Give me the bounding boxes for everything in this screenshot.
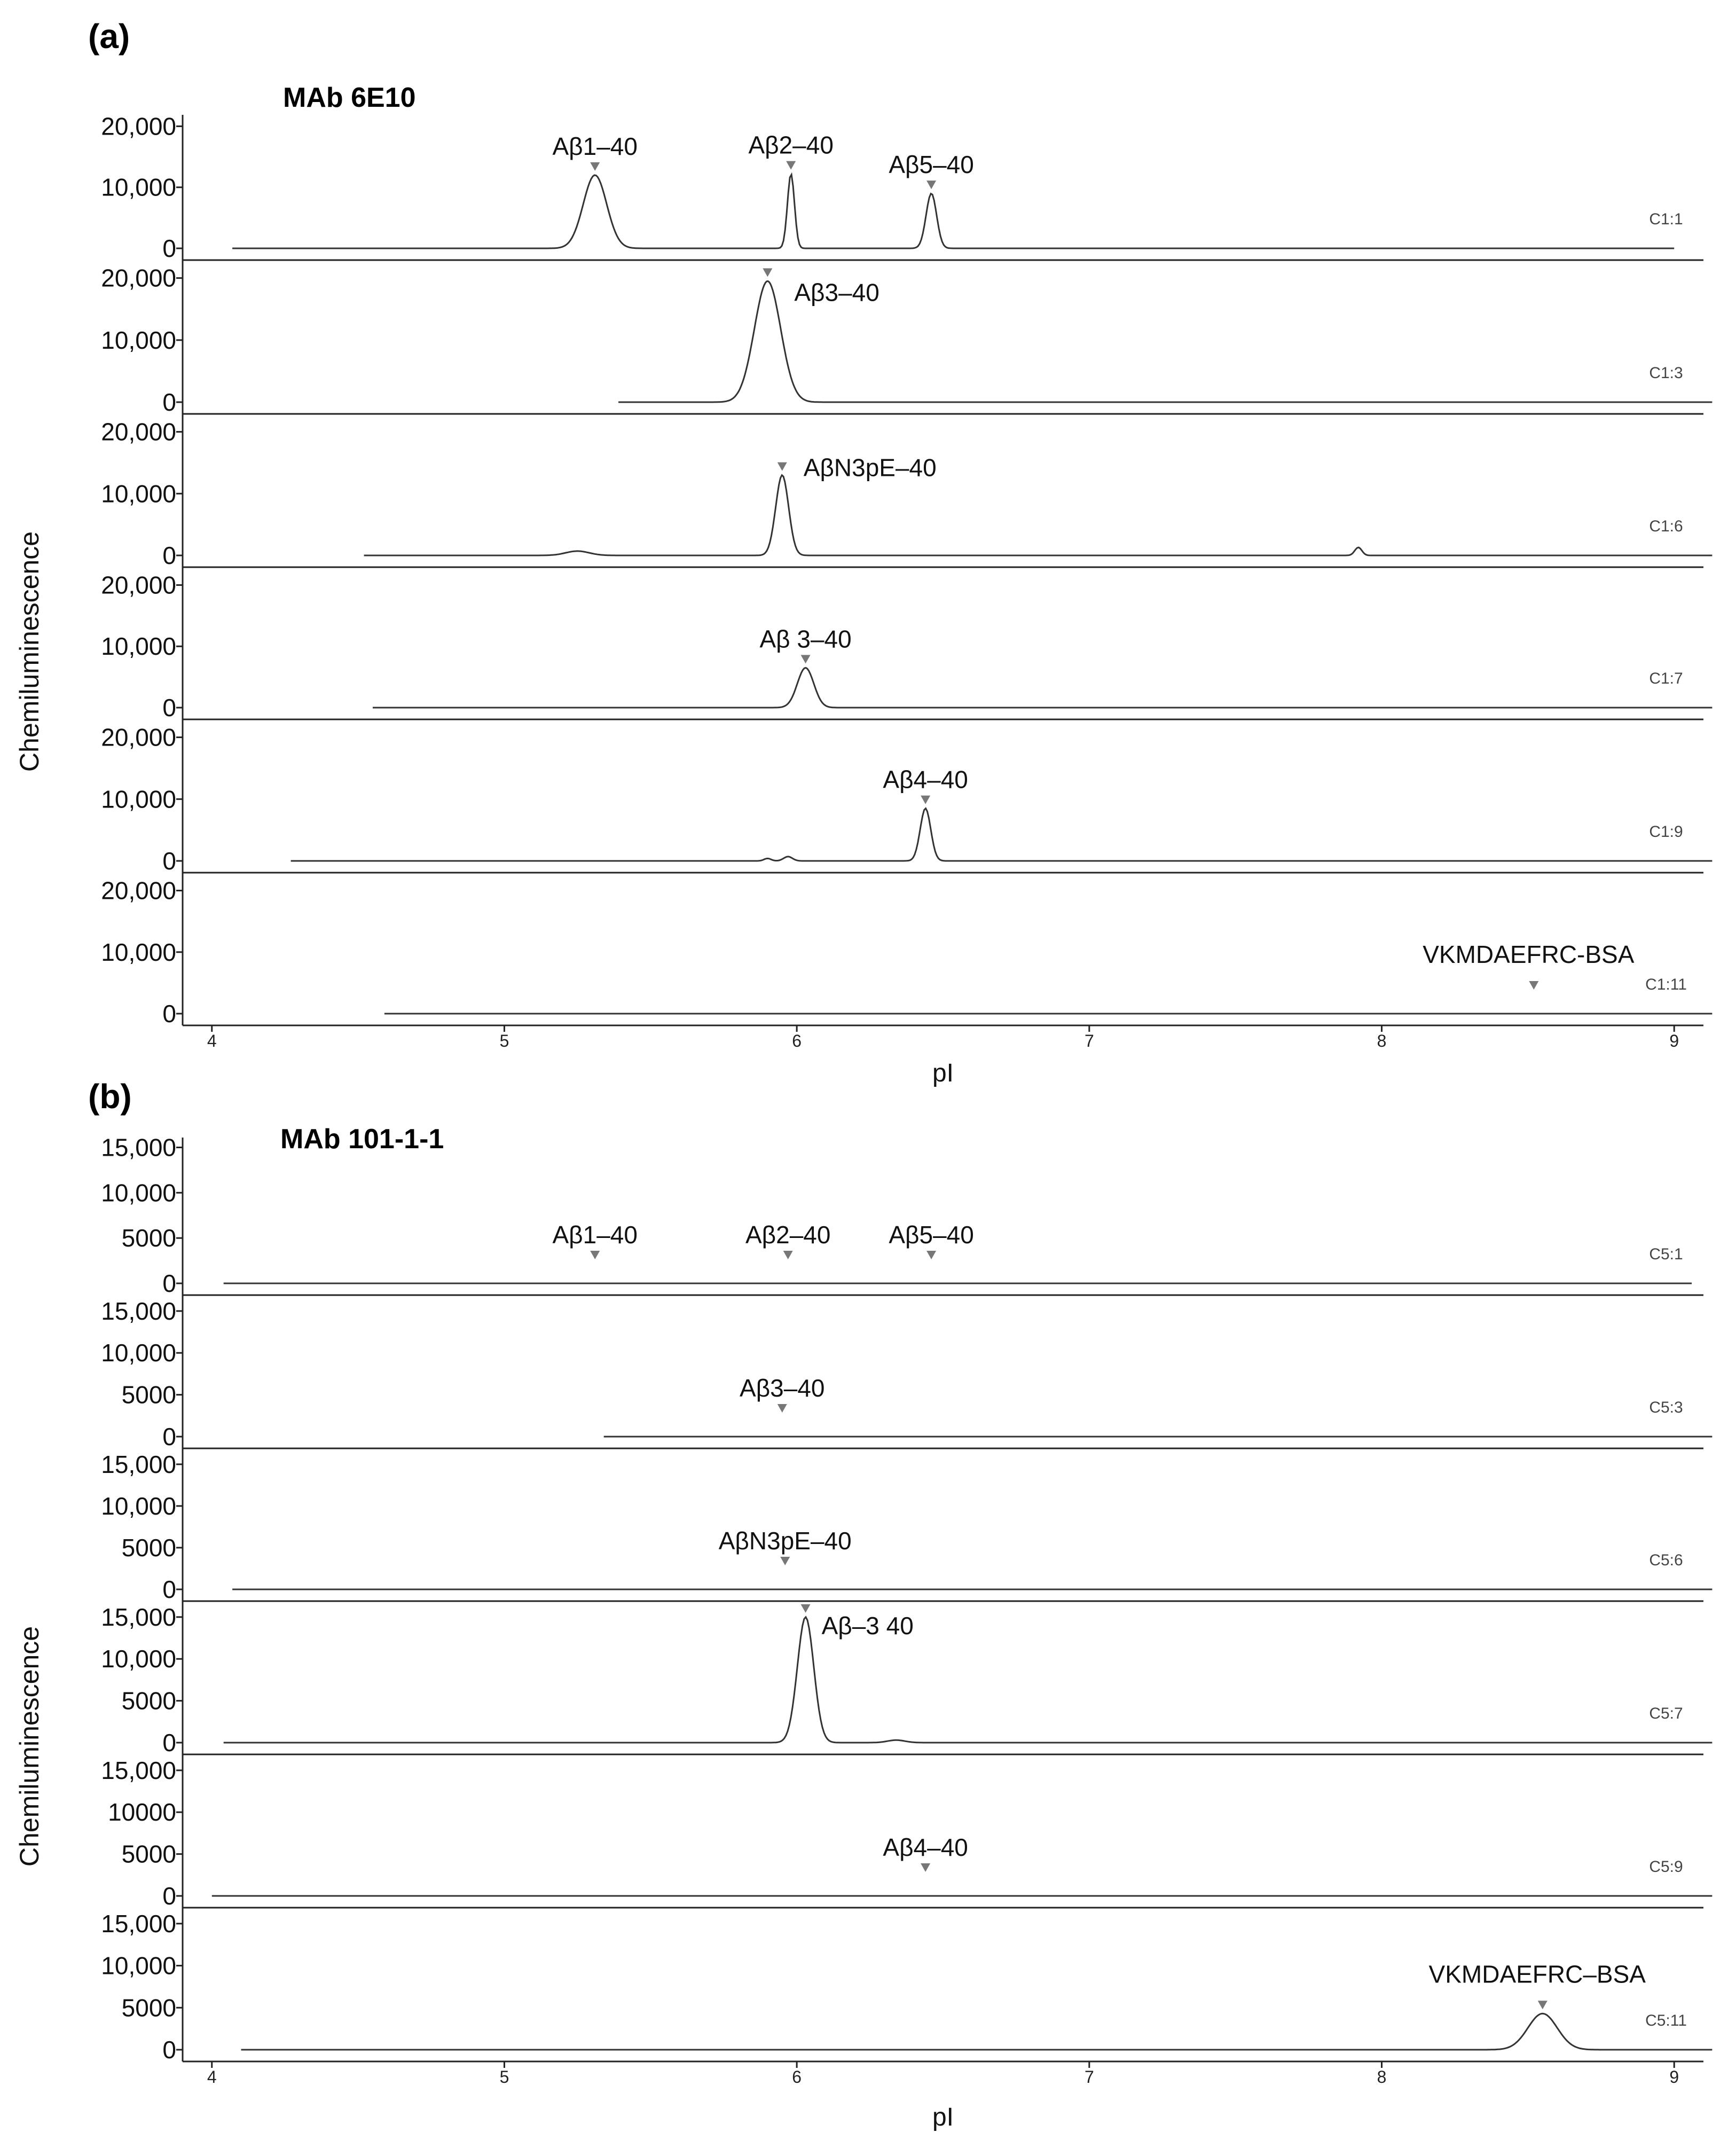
lane-label: C1:7 <box>1649 670 1683 687</box>
lane-label: C5:7 <box>1649 1705 1683 1722</box>
peak-label: Aβ–3 40 <box>821 1611 914 1640</box>
peak-marker <box>590 1251 600 1259</box>
y-tick-label: 10,000 <box>101 938 176 966</box>
y-tick-label: 0 <box>162 1423 176 1451</box>
y-tick-label: 5000 <box>121 1533 176 1562</box>
y-tick-label: 15,000 <box>101 1133 176 1162</box>
y-axis-label: Chemiluminescence <box>14 531 44 772</box>
peak-label: Aβ3–40 <box>794 278 879 307</box>
y-tick-label: 0 <box>162 1729 176 1757</box>
x-tick-label: 7 <box>1084 2067 1094 2087</box>
lane-label: C5:6 <box>1649 1551 1683 1569</box>
x-tick-label: 8 <box>1377 2067 1387 2087</box>
peak-marker <box>921 796 930 804</box>
trace-line <box>364 475 1713 555</box>
trace-line <box>291 809 1713 861</box>
x-tick-label: 8 <box>1377 1031 1387 1050</box>
peak-label: Aβ1–40 <box>552 132 638 160</box>
y-tick-label: 10,000 <box>101 1339 176 1367</box>
peak-label: VKMDAEFRC–BSA <box>1428 1960 1646 1988</box>
y-tick-label: 5000 <box>121 1840 176 1868</box>
peak-marker <box>783 1251 793 1259</box>
peak-label: Aβ3–40 <box>740 1374 825 1402</box>
trace-line <box>232 175 1674 248</box>
lane-label: C5:11 <box>1645 2012 1687 2029</box>
y-tick-label: 10,000 <box>101 326 176 354</box>
panel-label: (b) <box>88 1077 132 1116</box>
antibody-title: MAb 101-1-1 <box>280 1124 444 1155</box>
lane-label: C5:9 <box>1649 1858 1683 1876</box>
peak-marker <box>780 1557 790 1565</box>
x-tick-label: 4 <box>207 1031 217 1050</box>
peak-marker <box>926 181 936 189</box>
y-tick-label: 5000 <box>121 1687 176 1715</box>
x-tick-label: 9 <box>1669 1031 1679 1050</box>
trace-line <box>241 2013 1713 2050</box>
y-tick-label: 0 <box>162 542 176 569</box>
lane-label: C1:11 <box>1645 976 1687 993</box>
x-tick-label: 9 <box>1669 2067 1679 2087</box>
y-tick-label: 10,000 <box>101 1645 176 1673</box>
peak-marker <box>1538 2001 1548 2009</box>
x-tick-label: 7 <box>1084 1031 1094 1050</box>
y-tick-label: 15,000 <box>101 1603 176 1631</box>
peak-marker <box>801 1604 811 1613</box>
peak-marker <box>921 1863 930 1872</box>
y-tick-label: 20,000 <box>101 723 176 751</box>
x-axis-label: pI <box>932 1059 954 1087</box>
antibody-title: MAb 6E10 <box>283 82 416 113</box>
peak-marker <box>1529 981 1538 990</box>
y-tick-label: 5000 <box>121 1381 176 1409</box>
peak-label: Aβ1–40 <box>552 1221 638 1249</box>
y-tick-label: 0 <box>162 847 176 875</box>
peak-label: AβN3pE–40 <box>718 1527 852 1555</box>
y-tick-label: 0 <box>162 1575 176 1603</box>
y-tick-label: 15,000 <box>101 1297 176 1325</box>
y-tick-label: 20,000 <box>101 112 176 140</box>
lane-label: C5:3 <box>1649 1399 1683 1416</box>
y-tick-label: 15,000 <box>101 1756 176 1784</box>
lane-label: C1:6 <box>1649 518 1683 535</box>
x-tick-label: 5 <box>499 1031 509 1050</box>
y-tick-label: 0 <box>162 694 176 722</box>
y-tick-label: 0 <box>162 388 176 416</box>
peak-marker <box>590 162 600 171</box>
peak-label: AβN3pE–40 <box>803 453 937 482</box>
y-tick-label: 15,000 <box>101 1450 176 1478</box>
x-tick-label: 4 <box>207 2067 217 2087</box>
lane-label: C1:9 <box>1649 823 1683 841</box>
trace-line <box>224 1617 1713 1743</box>
y-tick-label: 15,000 <box>101 1909 176 1938</box>
peak-label: Aβ2–40 <box>745 1221 831 1249</box>
y-tick-label: 5000 <box>121 1224 176 1252</box>
y-tick-label: 0 <box>162 1882 176 1910</box>
peak-marker <box>926 1251 936 1259</box>
y-tick-label: 10,000 <box>101 480 176 508</box>
peak-marker <box>777 462 787 471</box>
lane-label: C5:1 <box>1649 1245 1683 1263</box>
peak-label: Aβ2–40 <box>748 131 834 159</box>
x-tick-label: 5 <box>499 2067 509 2087</box>
x-tick-label: 6 <box>792 2067 802 2087</box>
y-tick-label: 5000 <box>121 1994 176 2022</box>
peak-marker <box>786 161 796 170</box>
y-tick-label: 20,000 <box>101 418 176 446</box>
y-tick-label: 0 <box>162 2036 176 2064</box>
peak-label: Aβ4–40 <box>883 765 968 794</box>
y-tick-label: 0 <box>162 234 176 262</box>
y-tick-label: 20,000 <box>101 571 176 599</box>
y-tick-label: 10,000 <box>101 1492 176 1520</box>
y-tick-label: 10,000 <box>101 632 176 661</box>
peak-label: Aβ5–40 <box>889 1221 974 1249</box>
x-tick-label: 6 <box>792 1031 802 1050</box>
peak-marker <box>777 1404 787 1413</box>
y-tick-label: 10,000 <box>101 173 176 201</box>
y-tick-label: 20,000 <box>101 876 176 905</box>
trace-line <box>373 668 1712 708</box>
peak-marker <box>801 655 811 663</box>
y-tick-label: 0 <box>162 1269 176 1297</box>
lane-label: C1:3 <box>1649 364 1683 382</box>
y-tick-label: 10,000 <box>101 1179 176 1207</box>
peak-label: Aβ 3–40 <box>759 625 852 653</box>
peak-label: Aβ5–40 <box>889 151 974 179</box>
peak-label: Aβ4–40 <box>883 1833 968 1861</box>
y-tick-label: 10,000 <box>101 1951 176 1980</box>
panel-label: (a) <box>88 17 130 56</box>
peak-marker <box>763 268 772 277</box>
y-tick-label: 0 <box>162 1000 176 1028</box>
y-tick-label: 20,000 <box>101 264 176 292</box>
peak-label: VKMDAEFRC-BSA <box>1423 940 1635 968</box>
lane-label: C1:1 <box>1649 210 1683 228</box>
trace-line <box>618 281 1712 403</box>
x-axis-label: pI <box>932 2103 954 2131</box>
y-tick-label: 10000 <box>108 1798 176 1826</box>
y-axis-label: Chemiluminescence <box>14 1626 44 1867</box>
y-tick-label: 10,000 <box>101 785 176 813</box>
